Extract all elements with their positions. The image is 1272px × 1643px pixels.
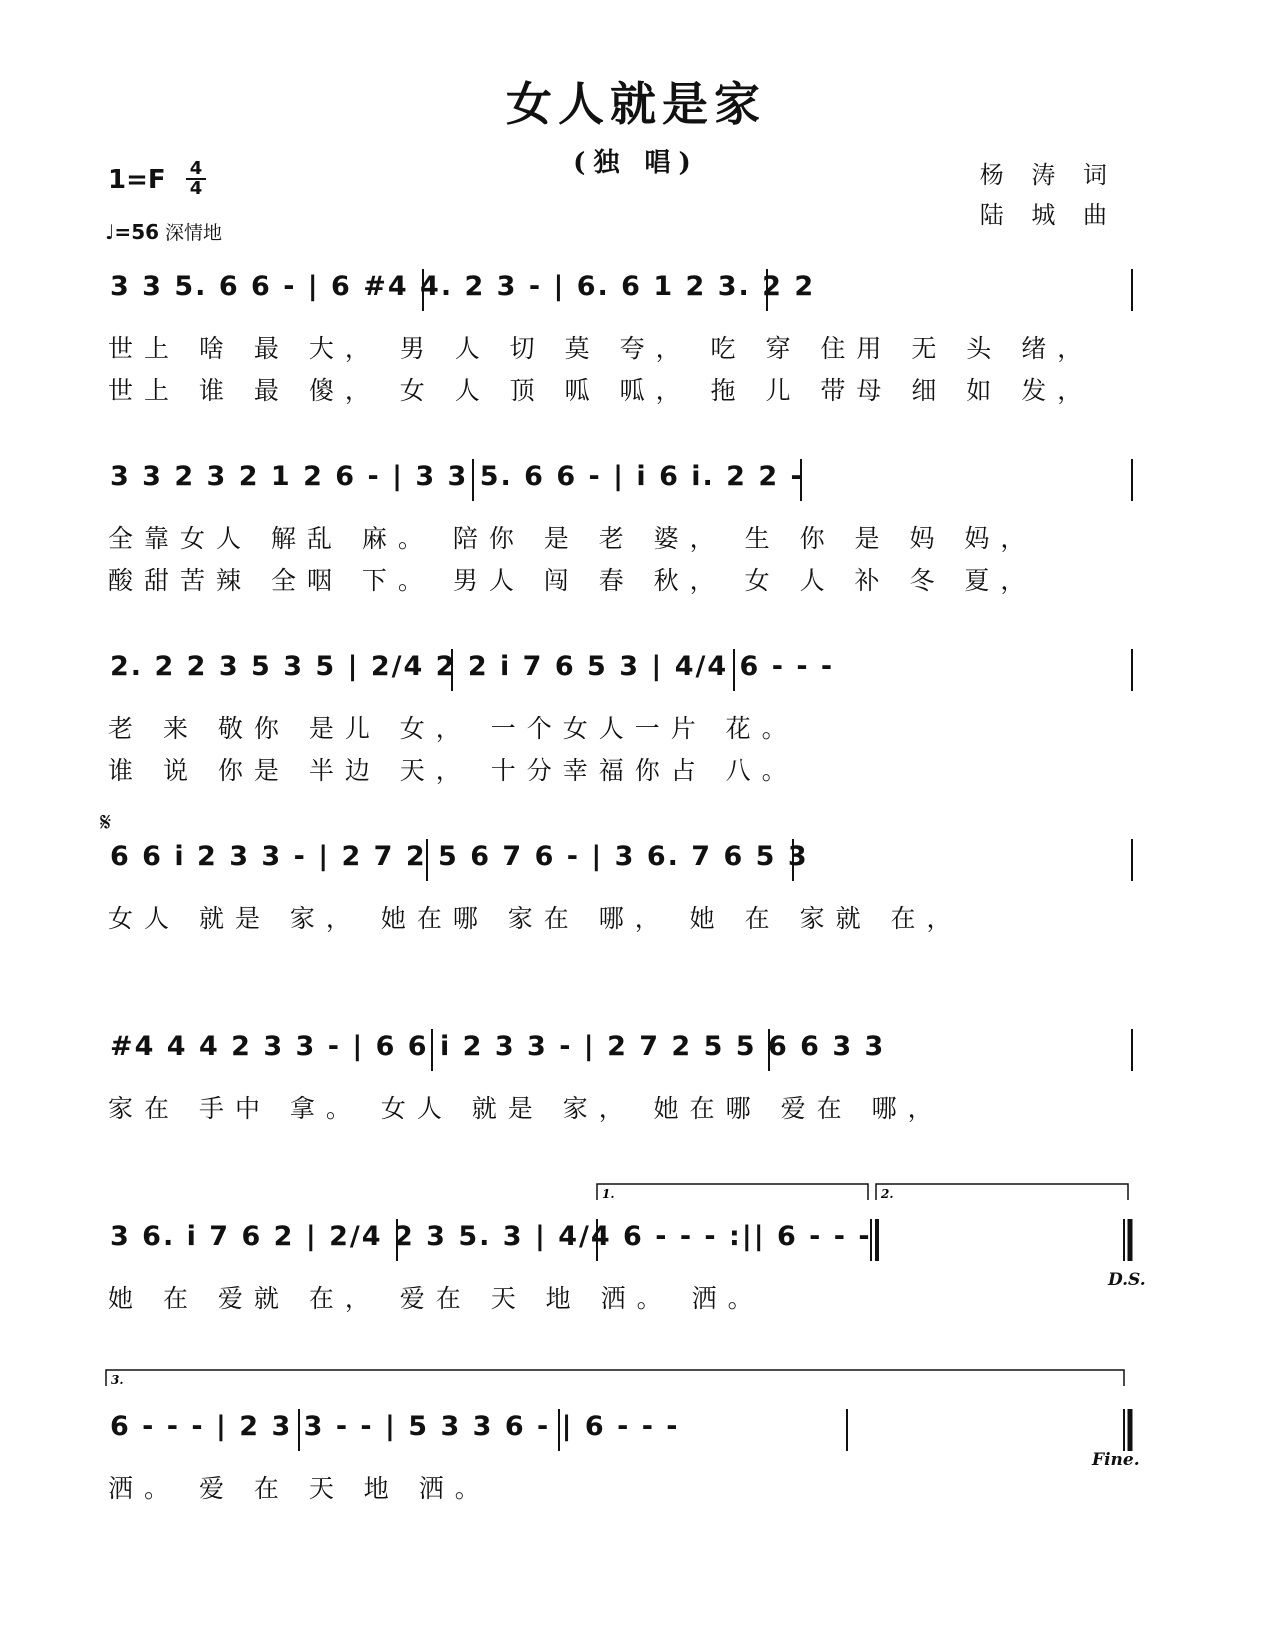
- segno-sign: 𝄋: [100, 808, 112, 838]
- lyric-row-5: 家在 手中 拿。 女人 就是 家， 她在哪 爱在 哪，: [108, 1094, 944, 1123]
- tempo-expression: 深情地: [165, 222, 223, 244]
- lyric-row-2-verse-1: 全靠女人 解乱 麻。 陪你 是 老 婆， 生 你 是 妈 妈，: [108, 524, 1037, 553]
- ds-marking: D.S.: [1108, 1270, 1146, 1290]
- song-subtitle: (独 唱): [573, 148, 699, 178]
- lyric-row-2-verse-2: 酸甜苦辣 全咽 下。 男人 闯 春 秋， 女 人 补 冬 夏，: [108, 566, 1037, 595]
- notes-row-5: #4 4 4 2 3 3 - | 6 6 i 2 3 3 - | 2 7 2 5 5 6 6 3 3: [110, 1031, 886, 1062]
- key-signature: 1=F: [108, 165, 166, 195]
- svg-text:1.: 1.: [602, 1187, 615, 1201]
- time-denominator: 4: [189, 178, 203, 199]
- lyric-row-6: 她 在 爱就 在， 爱在 天 地 洒。 洒。: [108, 1284, 764, 1313]
- lyric-row-1-verse-1: 世上 啥 最 大， 男 人 切 莫 夸， 吃 穿 住用 无 头 绪，: [108, 334, 1094, 363]
- lyric-row-4: 女人 就是 家， 她在哪 家在 哪， 她 在 家就 在，: [108, 904, 963, 933]
- volta-bracket-row-7: [0, 1362, 1272, 1392]
- notes-row-1: 3 3 5. 6 6 - | 6 #4 4. 2 3 - | 6. 6 1 2 3. 2 2: [110, 271, 816, 302]
- notes-row-6: 3 6. i 7 6 2 | 2/4 2 3 5. 3 | 4/4 6 - - - :|| 6 - - -: [110, 1221, 872, 1252]
- fine-marking: Fine.: [1092, 1450, 1140, 1470]
- time-numerator: 4: [189, 158, 203, 179]
- notes-row-3: 2. 2 2 3 5 3 5 | 2/4 2 2 i 7 6 5 3 | 4/4 6 - - -: [110, 651, 835, 682]
- notes-row-7: 6 - - - | 2 3 3 - - | 5 3 3 6 - | 6 - - -: [110, 1411, 680, 1442]
- tempo-value: ♩=56: [105, 220, 160, 244]
- lyric-row-3-verse-1: 老 来 敬你 是儿 女， 一个女人一片 花。: [108, 714, 798, 743]
- lyric-row-3-verse-2: 谁 说 你是 半边 天， 十分幸福你占 八。: [108, 756, 798, 785]
- notes-row-2: 3 3 2 3 2 1 2 6 - | 3 3 5. 6 6 - | i 6 i. 2 2 -: [110, 461, 804, 492]
- volta-brackets-row-6: [0, 1176, 1272, 1206]
- tempo-marking: [105, 218, 222, 245]
- notes-row-4: 6 6 i 2 3 3 - | 2 7 2 5 6 7 6 - | 3 6. 7 6 5 3: [110, 841, 809, 872]
- song-title: 女人就是家: [506, 77, 766, 131]
- svg-text:3.: 3.: [111, 1373, 124, 1387]
- lyric-row-7: 洒。 爱 在 天 地 洒。: [108, 1474, 491, 1503]
- lyricist-credit: 杨 涛 词: [979, 161, 1117, 189]
- svg-text:2.: 2.: [881, 1187, 894, 1201]
- composer-credit: 陆 城 曲: [979, 201, 1117, 229]
- time-signature: [186, 160, 206, 198]
- lyric-row-1-verse-2: 世上 谁 最 傻， 女 人 顶 呱 呱， 拖 儿 带母 细 如 发，: [108, 376, 1094, 405]
